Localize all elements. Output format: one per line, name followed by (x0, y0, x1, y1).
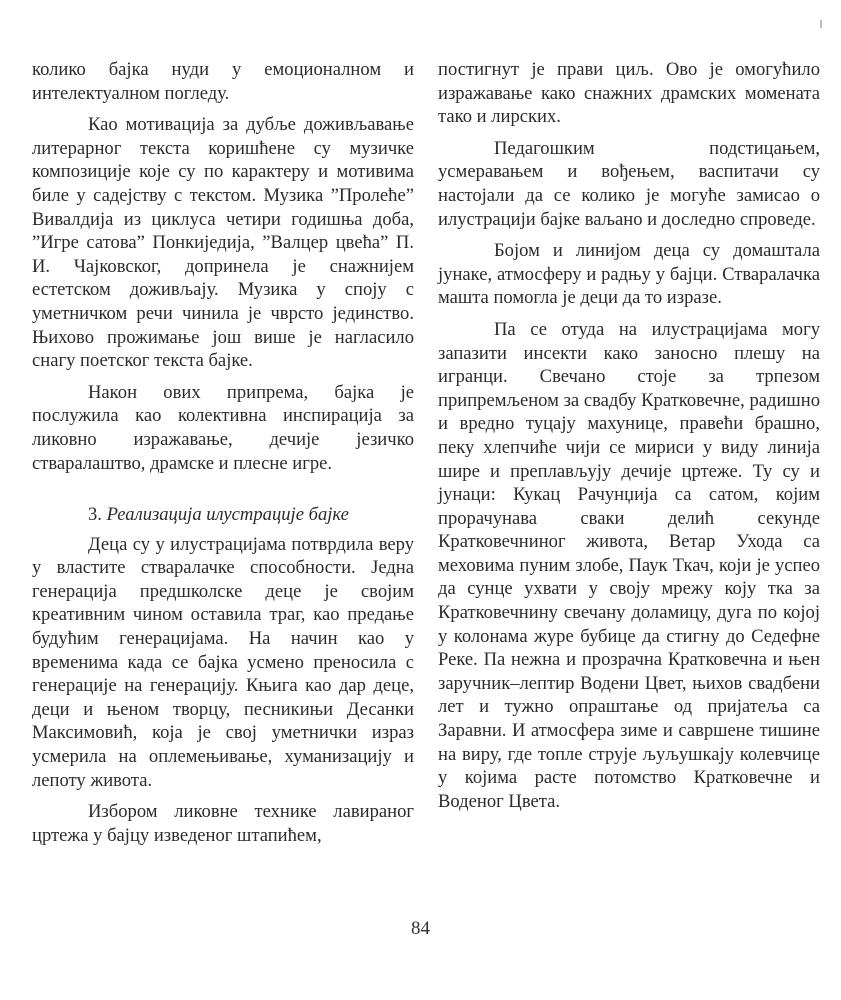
paragraph-right-3: Бојом и линијом деца су домаштала јунаке, атмосферу и радњу у бајци. Стваралачка машта помогла је деци да то изразе. (438, 240, 820, 309)
paragraph-left-2: Као мотивација за дубље доживљавање литерарног текста коришћене су музичке композиције које су по карактеру и мотивима биле у садејству с текстом. Музика ”Пролеће” Вивалдија из циклуса четири годишња доба, ”Игре сатова” Понкиједија, ”Валцер цвећа” П. И. Чајковског, допринела је снажнијем естетском доживљају. Музика у споју с уметничком речи чинила је чврсто јединство. Њихово прожимање још више је нагласило снагу поетског текста бајке. (32, 114, 414, 372)
section-title: Реализација илустрације бајке (106, 504, 349, 526)
section-heading (32, 503, 414, 527)
paragraph-right-1: постигнут је прави циљ. Ово је омогућило изражавање како снажних драмских момената тако и лирских. (438, 59, 820, 128)
right-column (438, 58, 820, 821)
section-number: 3. (88, 504, 102, 526)
paragraph-right-4: Па се отуда на илустрацијама могу запазити инсекти како заносно плешу на игранци. Свечано стоје за трпезом припремљеном за свадбу Кратковечне, радишно и вредно туцају махунице, правећи брашно, пеку хлепчиће чији се мириси у виду линија шире и преплављују дечије цртеже. Ту су и јунаци: Кукац Рачунџија са сатом, којим прорачунава сваки делић секунде Кратковечниног живота, Ветар Ухода са меховима пуним злобе, Паук Ткач, који је успео да сунце ухвати у своју мрежу коју тка за Кратковечнину свечану доламицу, дуга по којој у колонама журе бубице да стигну до Седефне Реке. Па нежна и прозрачна Кратковечна и њен заручник–лептир Водени Цвет, њихов свадбени лет и тужно опраштање од пријатеља са Заравни. И атмосфера зиме и савршене тишине на виру, где топле струје љуљушкају колевчице у којима расте потомство Кратковечне и Воденог Цвета. (438, 318, 820, 812)
paragraph-right-2: Педагошким подстицањем, усмеравањем и вођењем, васпитачи су настојали да се колико је могуће замисао о илустрацији бајке ваљано и доследно спроведе. (438, 137, 820, 230)
page-edge-mark (820, 20, 822, 28)
paragraph-left-5: Избором ликовне технике лавираног цртежа у бајцу изведеног штапићем, (32, 801, 414, 846)
paragraph-left-4: Деца су у илустрацијама потврдила веру у властите стваралачке способности. Једна генерација предшколске деце је својим креативним чином оставила траг, као предање будућим генерацијама. На начин као у временима када се бајка усмено преносила с генерације на генерацију. Књига као дар деце, деци и њеном творцу, песникињи Десанки Максимовић, која је свој уметнички израз усмерила на оплемењивање, хуманизацију и лепоту живота. (32, 533, 414, 791)
paragraph-left-1: колико бајка нуди у емоционалном и интелектуалном погледу. (32, 59, 414, 104)
left-column (32, 58, 414, 855)
paragraph-left-3: Након ових припрема, бајка је послужила као колективна инспирација за ликовно изражавање, дечије језичко стваралаштво, драмске и плесне игре. (32, 381, 414, 474)
page-number: 84 (411, 918, 430, 939)
